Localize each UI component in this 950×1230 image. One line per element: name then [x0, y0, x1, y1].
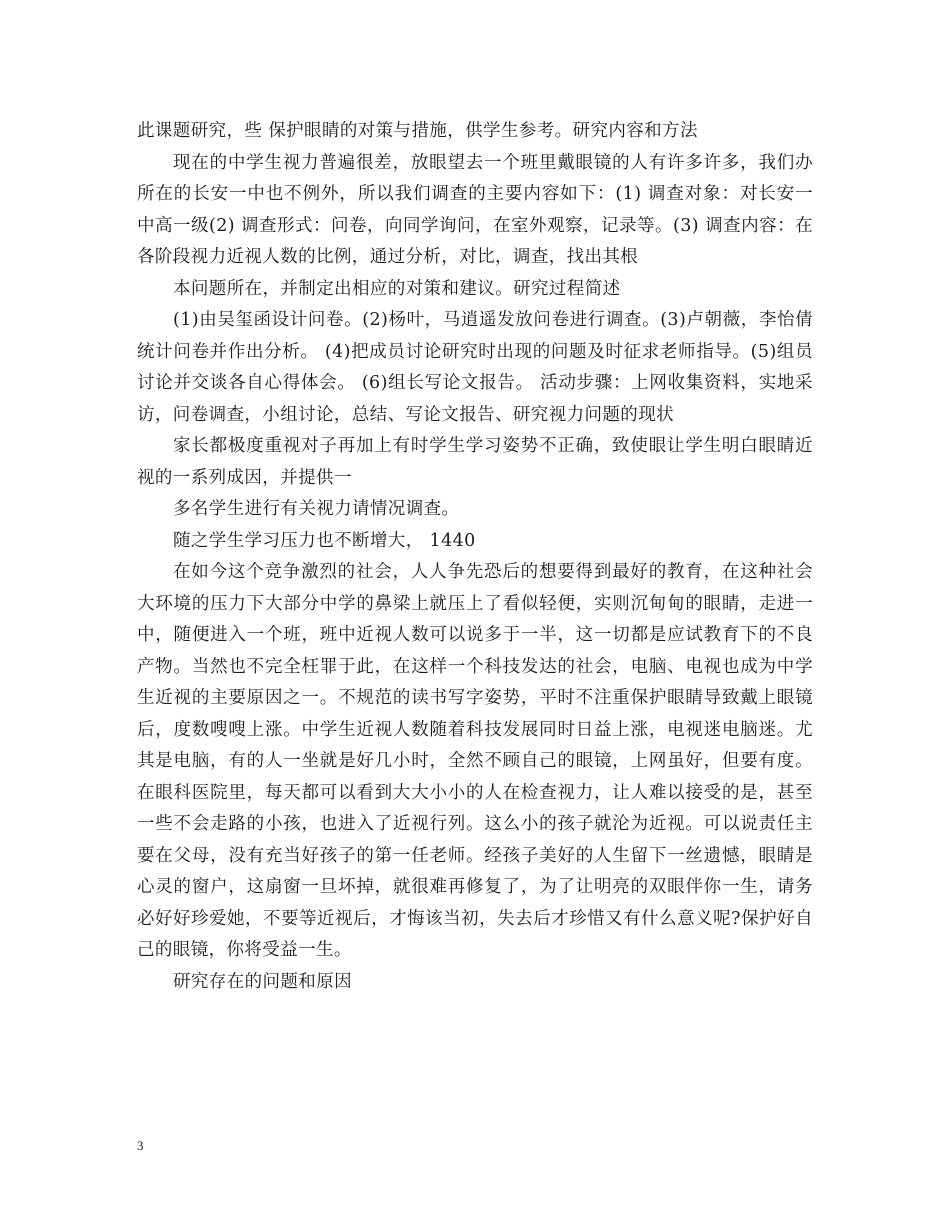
document-body	[137, 116, 813, 998]
paragraph-2: 现在的中学生视力普遍很差，放眼望去一个班里戴眼镜的人有许多许多，我们办所在的长安一中也不例外，所以我们调查的主要内容如下：(1) 调查对象：对长安一中高一级(2) 调查形式：问卷，向同学询问，在室外观察，记录等。(3) 调查内容：在各阶段视力近视人数的比例，通过分析，对比，调查，找出其根	[137, 152, 813, 267]
page-number: 3	[137, 1138, 144, 1153]
paragraph-6: 多名学生进行有关视力请情况调查。	[173, 499, 460, 519]
paragraph-1: 此课题研究，些 保护眼睛的对策与措施，供学生参考。研究内容和方法	[137, 121, 698, 141]
paragraph-9: 研究存在的问题和原因	[173, 971, 352, 992]
paragraph-8: 在如今这个竞争激烈的社会，人人争先恐后的想要得到最好的教育，在这种社会大环境的压力下大部分中学的鼻梁上就压上了看似轻便，实则沉甸甸的眼睛，走进一中，随便进入一个班，班中近视人数可以说多于一半，这一切都是应试教育下的不良产物。当然也不完全枉罪于此，在这样一个科技发达的社会，电脑、电视也成为中学生近视的主要原因之一。不规范的读书写字姿势，平时不注重保护眼睛导致戴上眼镜后，度数嗖嗖上涨。中学生近视人数随着科技发展同时日益上涨，电视迷电脑迷。尤其是电脑，有的人一坐就是好几小时，全然不顾自己的眼镜，上网虽好，但要有度。在眼科医院里，每天都可以看到大大小小的人在检查视力，让人难以接受的是，甚至一些不会走路的小孩，也进入了近视行列。这么小的孩子就沦为近视。可以说责任主要在父母，没有充当好孩子的第一任老师。经孩子美好的人生留下一丝遗憾，眼睛是心灵的窗户，这扇窗一旦坏掉，就很难再修复了，为了让明亮的双眼伴你一生，请务必好好珍爱她，不要等近视后，才悔该当初，失去后才珍惜又有什么意义呢?保护好自己的眼镜，你将受益一生。	[137, 562, 813, 960]
paragraph-3: 本问题所在，并制定出相应的对策和建议。研究过程简述	[173, 278, 621, 299]
paragraph-7: 随之学生学习压力也不断增大， 1440	[173, 530, 476, 551]
paragraph-4: (1)由吴玺函设计问卷。(2)杨叶，马逍遥发放问卷进行调查。(3)卢朝薇，李怡倩统计问卷并作出分析。 (4)把成员讨论研究时出现的问题及时征求老师指导。(5)组员讨论并交谈各自心得体会。 (6)组长写论文报告。 活动步骤：上网收集资料，实地采访，问卷调查，小组讨论，总结、写论文报告、研究视力问题的现状	[137, 310, 813, 425]
paragraph-5: 家长都极度重视对子再加上有时学生学习姿势不正确，致使眼让学生明白眼睛近视的一系列成因，并提供一	[137, 436, 813, 488]
